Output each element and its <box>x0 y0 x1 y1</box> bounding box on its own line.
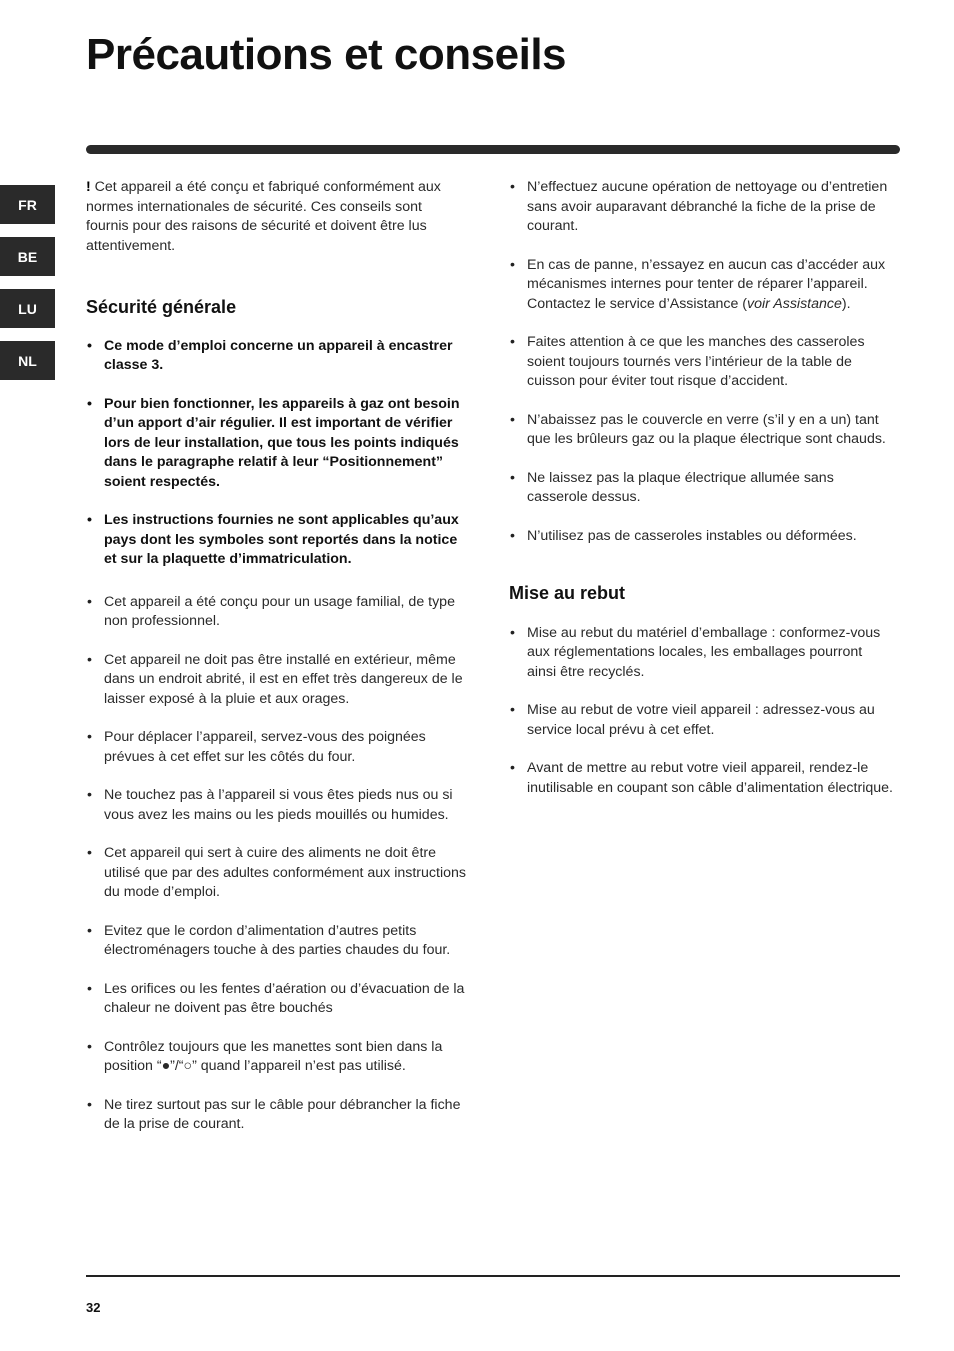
left-column <box>86 178 466 1154</box>
list-item: • Contrôlez toujours que les manettes sont bien dans la position “●”/“○” quand l’appareil n’est pas utilisé. <box>86 1038 466 1077</box>
list-item: • Les orifices ou les fentes d’aération ou d’évacuation de la chaleur ne doivent pas être bouchés <box>86 980 466 1019</box>
list-item: • Ne tirez surtout pas sur le câble pour débrancher la fiche de la prise de courant. <box>86 1096 466 1135</box>
list-item-bold: • Ce mode d’emploi concerne un appareil à encastrer classe 3. <box>86 337 466 376</box>
list-item-bold: • Pour bien fonctionner, les appareils à gaz ont besoin d’un apport d’air régulier. Il est important de vérifier lors de leur installation, que tous les points indiqués dans le paragraphe relatif à leur “Positionnement” soient respectés. <box>86 395 466 493</box>
list-item-text: ). <box>841 295 851 312</box>
lang-tab-nl[interactable]: NL <box>0 341 55 380</box>
list-item: • Cet appareil ne doit pas être installé en extérieur, même dans un endroit abrité, il est en effet très dangereux de le laisser exposé à la pluie et aux orages. <box>86 651 466 710</box>
list-item: • N’utilisez pas de casseroles instables ou déformées. <box>509 527 894 547</box>
warning-mark: ! <box>86 179 91 195</box>
page-number: 32 <box>86 1300 101 1315</box>
list-item: • Faites attention à ce que les manches des casseroles soient toujours tournés vers l’intérieur de la table de cuisson pour éviter tout risque d’accident. <box>509 333 894 392</box>
list-item: • Mise au rebut de votre vieil appareil : adressez-vous au service local prévu à cet effet. <box>509 701 894 740</box>
list-item: • Avant de mettre au rebut votre vieil appareil, rendez-le inutilisable en coupant son câble d’alimentation électrique. <box>509 759 894 798</box>
list-item: • Ne laissez pas la plaque électrique allumée sans casserole dessus. <box>509 469 894 508</box>
safety-list-continued <box>509 178 894 546</box>
list-item: • N’effectuez aucune opération de nettoyage ou d’entretien sans avoir auparavant débranché la fiche de la prise de courant. <box>509 178 894 237</box>
intro-text: Cet appareil a été conçu et fabriqué conformément aux normes internationales de sécurité. Ces conseils sont fournis pour des raisons de sécurité et doivent être lus attentivement. <box>86 179 441 254</box>
intro-paragraph <box>86 178 466 256</box>
lang-tab-be[interactable]: BE <box>0 237 55 276</box>
list-item: • Mise au rebut du matériel d’emballage : conformez-vous aux réglementations locales, les emballages pourront ainsi être recyclés. <box>509 624 894 683</box>
securite-list <box>86 337 466 1135</box>
list-item: • Pour déplacer l’appareil, servez-vous des poignées prévues à cet effet sur les côtés du four. <box>86 728 466 767</box>
list-item: • Ne touchez pas à l’appareil si vous êtes pieds nus ou si vous avez les mains ou les pieds mouillés ou humides. <box>86 786 466 825</box>
list-item <box>509 256 894 315</box>
list-item: • Evitez que le cordon d’alimentation d’autres petits électroménagers touche à des parties chaudes du four. <box>86 922 466 961</box>
list-item: • Cet appareil a été conçu pour un usage familial, de type non professionnel. <box>86 593 466 632</box>
section-heading-rebut: Mise au rebut <box>509 583 626 603</box>
list-item: • Cet appareil qui sert à cuire des aliments ne doit être utilisé que par des adultes conformément aux instructions du mode d’emploi. <box>86 844 466 903</box>
page-title: Précautions et conseils <box>86 30 567 79</box>
list-item-bold: • Les instructions fournies ne sont applicables qu’aux pays dont les symboles sont reportés dans la notice et sur la plaquette d’immatriculation. <box>86 511 466 570</box>
section-heading-securite: Sécurité générale <box>86 297 237 317</box>
lang-tab-lu[interactable]: LU <box>0 289 55 328</box>
assistance-reference: voir Assistance <box>747 295 842 312</box>
list-item-text: En cas de panne, n’essayez en aucun cas d’accéder aux mécanismes internes pour tenter de réparer l’appareil. Contactez le service d’Assistance ( <box>527 256 886 312</box>
header-rule <box>86 145 900 154</box>
list-item: • N’abaissez pas le couvercle en verre (s’il y en a un) tant que les brûleurs gaz ou la plaque électrique sont chauds. <box>509 411 894 450</box>
footer-rule <box>86 1275 900 1277</box>
rebut-list <box>509 624 894 799</box>
right-column <box>509 178 894 817</box>
language-tabs <box>0 185 55 393</box>
lang-tab-fr[interactable]: FR <box>0 185 55 224</box>
